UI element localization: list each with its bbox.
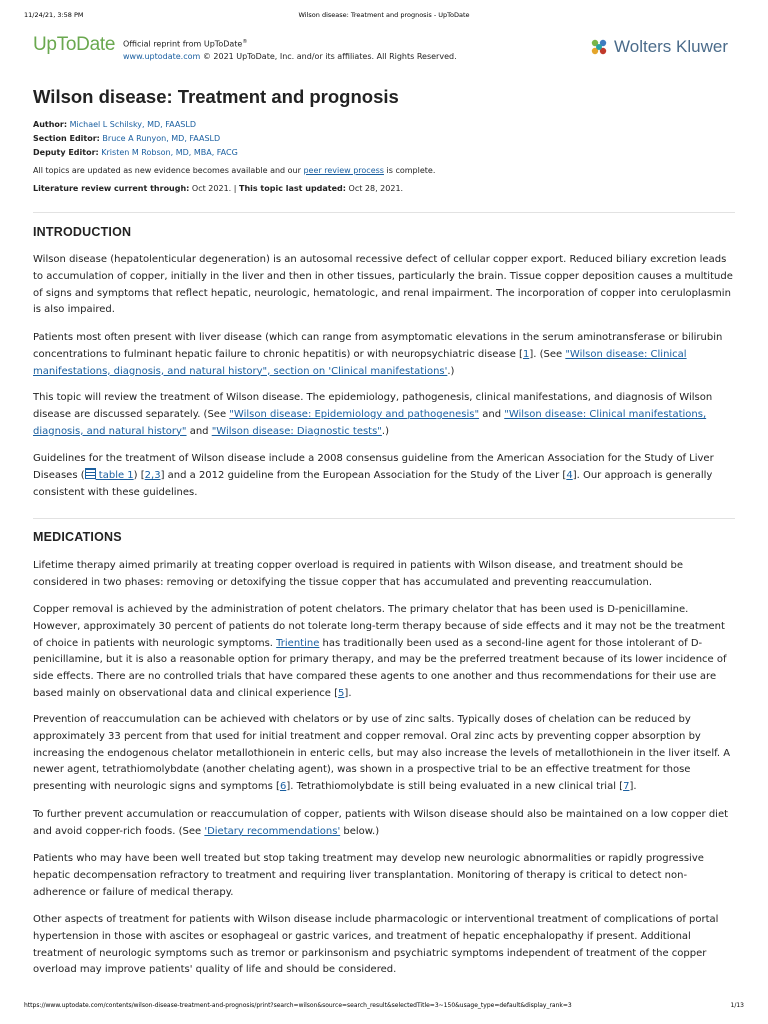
copyright: © 2021 UpToDate, Inc. and/or its affiliates. All Rights Reserved. [202, 51, 457, 61]
update-notice [33, 166, 435, 175]
divider [33, 212, 735, 213]
section-editor-label: Section Editor: [33, 134, 100, 143]
text: ]. Our approach is generally consistent with these guidelines. [33, 469, 713, 498]
text: Prevention of reaccumulation can be achieved with chelators or by use of zinc salts. Typically doses of chelation can be reduced by approximately 33 percent from that used for initial treatment and copper removal. Oral zinc acts by preventing copper absorption by increasing the endogenous chelator metallothionein in enteric cells, but may also increase the levels of metallothionein in the liver itself. A newer agent, tetrathiomolybdate (another chelating agent), was shown in a prospective trial to be an effective treatment for those presenting with neurologic signs and symptoms [ [33, 714, 731, 793]
print-page-number: 1/13 [730, 1002, 744, 1009]
notice-text-end: is complete. [383, 166, 436, 175]
table-1-link[interactable]: table 1 [95, 469, 134, 481]
print-footer [24, 1002, 744, 1009]
reference-link[interactable]: 1 [522, 348, 530, 360]
updated-label: This topic last updated: [238, 184, 346, 193]
author-row [33, 118, 238, 132]
text: ]. (See [529, 348, 566, 360]
article-title: Wilson disease: Treatment and prognosis [33, 86, 399, 107]
text: Patients most often present with liver disease (which can range from asymptomatic elevations in the serum aminotransferase or bilirubin concentrations to fulminant hepatic failure to chronic hepatitis) or with neuropsychiatric disease [ [33, 332, 723, 360]
section-heading-introduction: INTRODUCTION [33, 225, 132, 239]
review-dates [33, 184, 403, 193]
notice-text: All topics are updated as new evidence becomes available and our [33, 166, 304, 175]
print-page-title: Wilson disease: Treatment and prognosis - UpToDate [298, 11, 470, 19]
text: and [479, 408, 505, 420]
epidemiology-link[interactable]: "Wilson disease: Epidemiology and pathogenesis" [229, 408, 480, 420]
medications-paragraph-2 [33, 602, 737, 703]
deputy-editor-row [33, 146, 238, 160]
article-meta [33, 118, 238, 160]
section-editor-name[interactable]: Bruce A Runyon, MD, FAASLD [102, 134, 221, 143]
table-icon[interactable] [85, 468, 96, 479]
text: ]. [629, 781, 637, 793]
deputy-editor-label: Deputy Editor: [33, 148, 99, 157]
text: below.) [340, 825, 380, 837]
section-heading-medications: MEDICATIONS [33, 530, 122, 544]
clinical-manifestations-link[interactable]: "Wilson disease: Clinical manifestations, diagnosis, and natural history", section on 'Clinical manifestations' [33, 348, 687, 377]
reference-link[interactable]: 6 [279, 781, 287, 793]
reference-link[interactable]: 2,3 [144, 469, 161, 481]
trientine-link[interactable]: Trientine [276, 637, 320, 649]
wolters-kluwer-globe-icon [588, 36, 610, 58]
text: Guidelines for the treatment of Wilson disease include a 2008 consensus guideline from the American Association for the Study of Liver Diseases ( [33, 453, 714, 481]
reprint-line: Official reprint from UpToDate [123, 39, 243, 49]
reprint-notice [123, 36, 457, 63]
print-url: https://www.uptodate.com/contents/wilson-disease-treatment-and-prognosis/print?search=wilson&source=search_result&selectedTitle=3~150&usage_type=default&display_rank=3 [24, 1002, 572, 1009]
diagnostic-tests-link[interactable]: "Wilson disease: Diagnostic tests" [211, 425, 382, 437]
brand-row [33, 34, 728, 64]
text: To further prevent accumulation or reaccumulation of copper, patients with Wilson disease should also be maintained on a low copper diet and avoid copper-rich foods. (See [33, 809, 729, 837]
author-label: Author: [33, 120, 68, 129]
medications-paragraph-5: Patients who may have been well treated but stop taking treatment may develop new neurologic abnormalities or rapidly progressive hepatic decompensation refractory to treatment and requiring liver transplantation. Monitoring of therapy is critical to detect non-adherence or failure of medical therapy. [33, 853, 704, 898]
updated-date: Oct 28, 2021. [345, 184, 404, 193]
section-editor-row [33, 132, 238, 146]
reference-link[interactable]: 4 [566, 469, 573, 481]
peer-review-link[interactable]: peer review process [303, 166, 384, 175]
intro-paragraph-2 [33, 330, 737, 380]
intro-paragraph-4 [33, 451, 737, 501]
print-header [24, 11, 744, 19]
medications-paragraph-6: Other aspects of treatment for patients with Wilson disease include pharmacologic or interventional treatment of complications of portal hypertension in those with ascites or esophageal or gastric varices, and treatment of hepatic encephalopathy if present. Additional treatment of neurologic symptoms such as tremor or parkinsonism and psychiatric symptoms independent of treatment of the copper overload may improve patients' quality of life and should be considered. [33, 914, 719, 976]
medications-paragraph-4 [33, 807, 737, 841]
intro-paragraph-1: Wilson disease (hepatolenticular degeneration) is an autosomal recessive defect of cellular copper export. Reduced biliary excretion leads to accumulation of copper, initially in the liver and then in other tissues, particularly the brain. Tissue copper deposition causes a multitude of signs and symptoms that reflect hepatic, neurologic, hematologic, and renal impairment. The incorporation of copper into ceruloplasmin is also impaired. [33, 254, 733, 316]
text: ] and a 2012 guideline from the European Association for the Study of the Liver [ [160, 469, 567, 481]
uptodate-logo[interactable]: UpToDate [33, 34, 116, 55]
publisher-name: Wolters Kluwer [614, 37, 728, 56]
print-datetime: 11/24/21, 3:58 PM [24, 11, 84, 19]
text: ]. [344, 687, 352, 699]
wolters-kluwer-logo[interactable] [588, 36, 728, 58]
reference-link[interactable]: 5 [338, 687, 345, 699]
divider [33, 518, 735, 519]
text: Copper removal is achieved by the administration of potent chelators. The primary chelator that has been used is D-penicillamine. However, approximately 30 percent of patients do not tolerate long-term therapy because of side effects and it may not be the treatment of choice in patients with neurologic symptoms. [33, 604, 725, 649]
text: This topic will review the treatment of Wilson disease. The epidemiology, pathogenesis, clinical manifestations, and diagnosis of Wilson disease are discussed separately. (See [33, 392, 713, 420]
registered-mark: ® [242, 39, 248, 45]
text: .) [381, 425, 390, 437]
intro-paragraph-3 [33, 390, 737, 440]
medications-paragraph-1: Lifetime therapy aimed primarily at treating copper overload is required in patients with Wilson disease, and treatment should be considered in two phases: removing or detoxifying the tissue copper that has accumulated and preventing reaccumulation. [33, 560, 684, 588]
text: has traditionally been used as a second-line agent for those intolerant of D-penicillamine, but it is also a reasonable option for primary therapy, and may be the preferred treatment because of its lower incidence of side effects. There are no controlled trials that have compared these agents to one another and thus recommendations for their use are based mainly on observational data and clinical experience [ [33, 637, 727, 699]
site-link[interactable]: www.uptodate.com [123, 51, 201, 61]
reference-link[interactable]: 7 [623, 781, 630, 793]
text: .) [447, 365, 455, 377]
clinical-manifestations-link[interactable]: "Wilson disease: Clinical manifestations, diagnosis, and natural history" [33, 408, 707, 437]
deputy-editor-name[interactable]: Kristen M Robson, MD, MBA, FACG [101, 148, 238, 157]
text: ]. Tetrathiomolybdate is still being evaluated in a new clinical trial [ [286, 781, 624, 793]
medications-paragraph-3 [33, 712, 737, 796]
text: and [186, 425, 212, 437]
dietary-recommendations-link[interactable]: 'Dietary recommendations' [204, 825, 341, 837]
author-name[interactable]: Michael L Schilsky, MD, FAASLD [69, 120, 196, 129]
review-date: Oct 2021. | [189, 184, 239, 193]
text: ) [ [133, 469, 145, 481]
review-label: Literature review current through: [33, 184, 190, 193]
